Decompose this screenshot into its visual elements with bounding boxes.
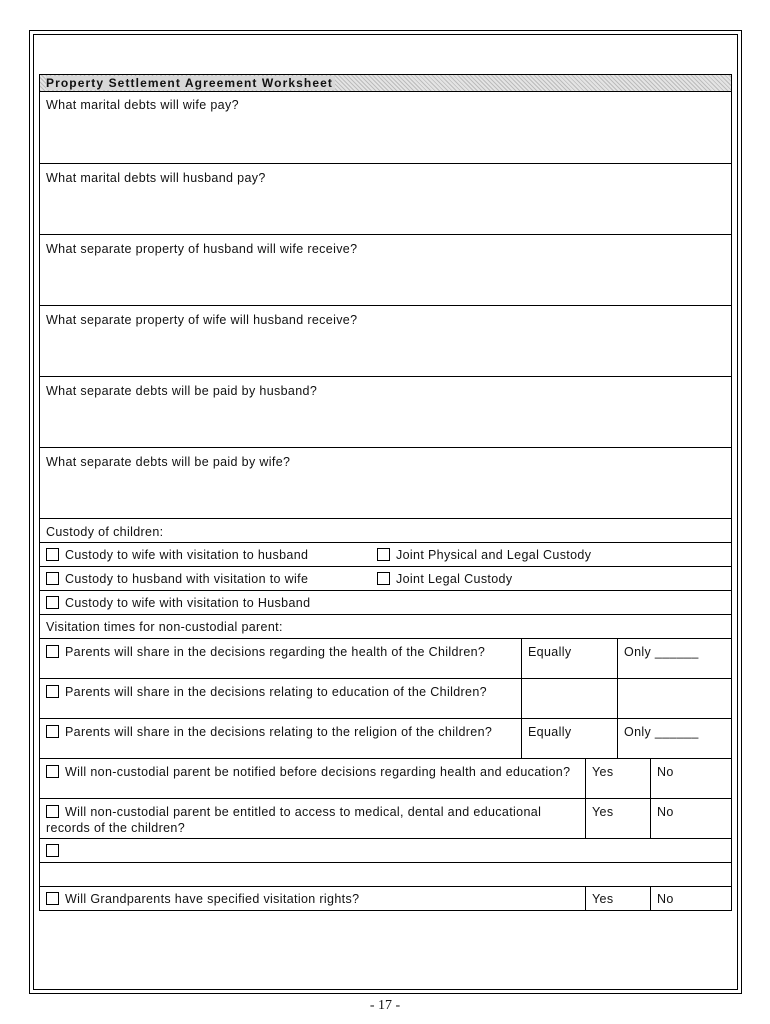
question-husband-marital-debts[interactable]: What marital debts will husband pay? — [40, 164, 731, 235]
notify-row-records: Will non-custodial parent be entitled to access to medical, dental and educational records of the children? Yes No — [40, 799, 731, 839]
decision-religion-equally[interactable]: Equally — [522, 719, 618, 758]
visitation-times-row[interactable] — [40, 615, 731, 639]
worksheet-table — [39, 74, 732, 911]
checkbox-grandparents[interactable] — [46, 892, 59, 905]
worksheet-title: Property Settlement Agreement Worksheet — [46, 76, 333, 90]
visitation-times-label: Visitation times for non-custodial parent: — [46, 619, 283, 634]
custody-row-3 — [40, 591, 731, 615]
notify-decisions-no[interactable]: No — [657, 765, 674, 779]
checkbox-decision-health[interactable] — [46, 645, 59, 658]
checkbox-decision-religion[interactable] — [46, 725, 59, 738]
grandparents-row: Will Grandparents have specified visitation rights? Yes No — [40, 887, 731, 911]
label-wife-visit-husband-2: Custody to wife with visitation to Husband — [65, 595, 311, 610]
custody-heading: Custody of children: — [40, 519, 731, 543]
question-wife-marital-debts[interactable]: What marital debts will wife pay? — [40, 92, 731, 164]
grandparents-yes[interactable]: Yes — [586, 887, 651, 910]
checkbox-joint-physical-legal[interactable] — [377, 548, 390, 561]
decision-education-equally[interactable] — [522, 679, 618, 718]
decision-religion-only[interactable]: Only ______ — [624, 725, 699, 739]
label-wife-visit-husband: Custody to wife with visitation to husband — [65, 547, 309, 562]
empty-row[interactable] — [40, 863, 731, 887]
checkbox-wife-visit-husband[interactable] — [46, 548, 59, 561]
question-husband-property-to-wife[interactable]: What separate property of husband will wife receive? — [40, 235, 731, 306]
checkbox-blank[interactable] — [46, 844, 59, 857]
label-joint-legal: Joint Legal Custody — [396, 571, 513, 586]
grandparents-no[interactable]: No — [657, 892, 674, 906]
decision-row-health: Parents will share in the decisions regarding the health of the Children? Equally Only ______ — [40, 639, 731, 679]
notify-row-decisions: Will non-custodial parent be notified before decisions regarding health and education? Yes No — [40, 759, 731, 799]
blank-checkbox-row — [40, 839, 731, 863]
access-records-yes[interactable]: Yes — [586, 799, 651, 838]
checkbox-wife-visit-husband-2[interactable] — [46, 596, 59, 609]
access-records-no[interactable]: No — [657, 805, 674, 819]
question-separate-debts-husband[interactable]: What separate debts will be paid by husband? — [40, 377, 731, 448]
decision-row-education: Parents will share in the decisions relating to education of the Children? — [40, 679, 731, 719]
checkbox-decision-education[interactable] — [46, 685, 59, 698]
page-number: - 17 - — [369, 998, 401, 1013]
notify-decisions-yes[interactable]: Yes — [586, 759, 651, 798]
checkbox-access-records[interactable] — [46, 805, 59, 818]
question-separate-debts-wife[interactable]: What separate debts will be paid by wife? — [40, 448, 731, 519]
decision-education-only[interactable] — [618, 679, 731, 718]
custody-row-1 — [40, 543, 731, 567]
decision-health-equally[interactable]: Equally — [522, 639, 618, 678]
question-wife-property-to-husband[interactable]: What separate property of wife will husband receive? — [40, 306, 731, 377]
decision-row-religion: Parents will share in the decisions relating to the religion of the children? Equally Only ______ — [40, 719, 731, 759]
checkbox-notify-decisions[interactable] — [46, 765, 59, 778]
label-husband-visit-wife: Custody to husband with visitation to wife — [65, 571, 309, 586]
custody-row-2 — [40, 567, 731, 591]
worksheet-title-bar — [40, 75, 731, 92]
label-joint-physical-legal: Joint Physical and Legal Custody — [396, 547, 592, 562]
checkbox-husband-visit-wife[interactable] — [46, 572, 59, 585]
decision-health-only[interactable]: Only ______ — [624, 645, 699, 659]
checkbox-joint-legal[interactable] — [377, 572, 390, 585]
